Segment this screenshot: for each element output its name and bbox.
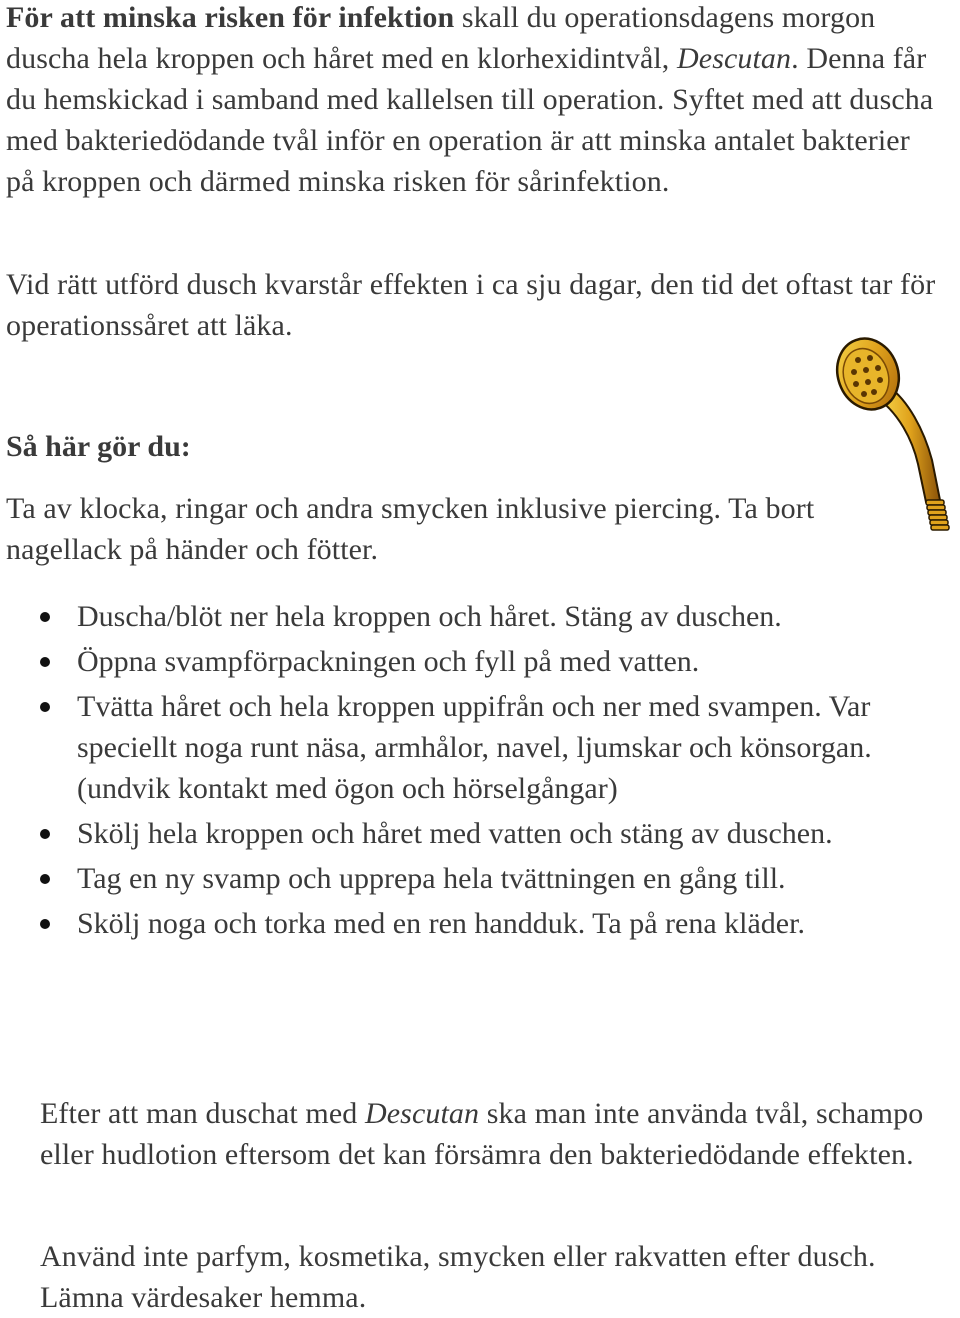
intro-paragraph (6, 0, 936, 202)
list-item (0, 641, 930, 682)
list-item-text: Tvätta håret och hela kroppen uppifrån och ner med svampen. Var speciellt noga runt näsa, armhålor, navel, ljumskar och könsorgan. (undvik kontakt med ögon och hörselgångar) (77, 690, 872, 805)
list-item-text: Tag en ny svamp och upprepa hela tvättningen en gång till. (77, 862, 786, 895)
bullet-icon (40, 612, 50, 622)
list-item (0, 596, 930, 637)
bullet-icon (40, 657, 50, 667)
intro-text-b: . Denna får du hemskickad i samband med kallelsen till operation. Syftet med att duscha med bakteriedödande tvål inför en operation är att minska antalet bakterier på kroppen och därmed minska risken för sårinfektion. (6, 42, 934, 198)
steps-list (0, 596, 930, 948)
list-item-text: Skölj hela kroppen och håret med vatten och stäng av duschen. (77, 817, 833, 850)
list-item (0, 686, 930, 809)
instructions-heading: Så här gör du: (6, 430, 191, 463)
list-item (0, 858, 930, 899)
after-text-b: ska man inte använda tvål, schampo eller hudlotion eftersom det kan försämra den bakteriedödande effekten. (40, 1097, 924, 1171)
after-shower-paragraph (40, 1093, 940, 1175)
after-text-a: Efter att man duschat med (40, 1097, 365, 1130)
intro-bold-lead: För att minska risken för infektion (6, 1, 455, 34)
bullet-icon (40, 702, 50, 712)
intro-product-name: Descutan (677, 42, 792, 75)
final-note-paragraph: Använd inte parfym, kosmetika, smycken eller rakvatten efter dusch. Lämna värdesaker hemma. (40, 1240, 876, 1314)
shower-head-icon (828, 330, 960, 536)
list-item-text: Öppna svampförpackningen och fyll på med vatten. (77, 645, 700, 678)
bullet-icon (40, 919, 50, 929)
list-item-text: Skölj noga och torka med en ren handduk. Ta på rena kläder. (77, 907, 805, 940)
list-item (0, 813, 930, 854)
list-item-text: Duscha/blöt ner hela kroppen och håret. Stäng av duschen. (77, 600, 782, 633)
after-product-name: Descutan (364, 1097, 480, 1130)
effect-paragraph: Vid rätt utförd dusch kvarstår effekten i ca sju dagar, den tid det oftast tar för operationssåret att läka. (6, 268, 936, 342)
intro-text-a: skall du operationsdagens morgon duscha hela kroppen och håret med en klorhexidintvål, (6, 1, 876, 75)
preparation-paragraph: Ta av klocka, ringar och andra smycken inklusive piercing. Ta bort nagellack på händer och fötter. (6, 492, 815, 566)
bullet-icon (40, 829, 50, 839)
bullet-icon (40, 874, 50, 884)
list-item (0, 903, 930, 944)
